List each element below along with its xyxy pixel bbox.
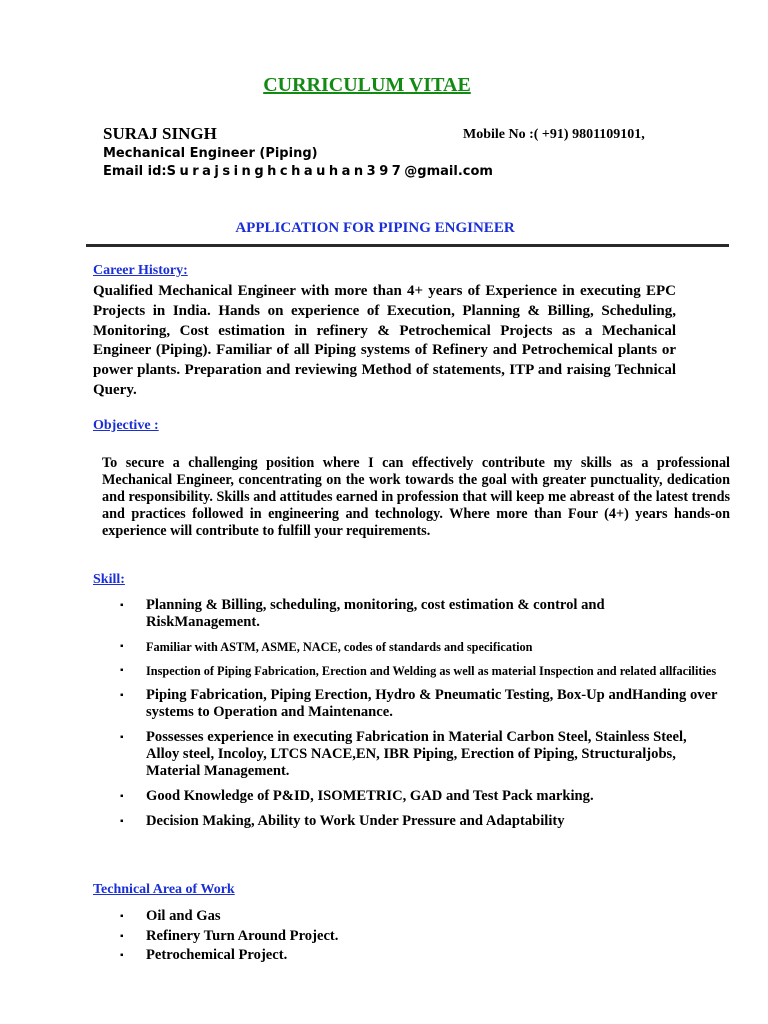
career-history-heading: Career History: (93, 263, 188, 278)
objective-heading: Objective : (93, 418, 159, 433)
technical-area-heading: Technical Area of Work (93, 882, 235, 897)
list-item: ▪ Good Knowledge of P&ID, ISOMETRIC, GAD and Test Pack marking. (120, 788, 594, 804)
email-domain: @gmail.com (404, 164, 493, 179)
bullet-icon: ▪ (120, 641, 124, 652)
application-title: APPLICATION FOR PIPING ENGINEER (235, 220, 515, 236)
list-item: ▪ Decision Making, Ability to Work Under Pressure and Adaptability (120, 813, 565, 829)
email-line (103, 164, 493, 179)
bullet-icon: ▪ (120, 816, 124, 827)
list-item: ▪ Familiar with ASTM, ASME, NACE, codes of standards and specification (120, 640, 533, 654)
bullet-icon: ▪ (120, 791, 124, 802)
email-label: Email id: (103, 164, 167, 179)
email-user: Surajsinghchauhan397 (166, 164, 405, 179)
bullet-icon: ▪ (120, 600, 124, 611)
skill-heading: Skill: (93, 572, 125, 587)
bullet-icon: ▪ (120, 950, 124, 962)
bullet-icon: ▪ (120, 732, 124, 743)
list-item: ▪ Planning & Billing, scheduling, monitoring, cost estimation & control and RiskManagement. (120, 597, 605, 630)
bullet-icon: ▪ (120, 930, 124, 942)
candidate-name: SURAJ SINGH (103, 124, 217, 143)
horizontal-divider (86, 244, 729, 247)
skill-list (120, 597, 720, 830)
bullet-icon: ▪ (120, 690, 124, 701)
list-item: ▪ Piping Fabrication, Piping Erection, Hydro & Pneumatic Testing, Box-Up andHanding over systems to Operation and Maintenance. (120, 687, 718, 720)
list-item: ▪ Inspection of Piping Fabrication, Erection and Welding as well as material Inspection and related allfacilities (120, 664, 717, 678)
technical-area-list (120, 907, 620, 966)
list-item: ▪ Refinery Turn Around Project. (120, 927, 620, 947)
career-history-text: Qualified Mechanical Engineer with more than 4+ years of Experience in executing EPC Projects in India. Hands on experience of Execution, Planning & Billing, Scheduling, Monitoring, Cost estimation in refinery & Petrochemical Projects as a Mechanical Engineer (Piping). Familiar of all Piping systems of Refinery and Petrochemical plants or power plants. Preparation and reviewing Method of statements, ITP and raising Technical Query. (93, 283, 676, 398)
mobile-number: Mobile No :( +91) 9801109101, (463, 127, 645, 142)
list-item: ▪ Petrochemical Project. (120, 946, 620, 966)
bullet-icon: ▪ (120, 665, 124, 676)
bullet-icon: ▪ (120, 911, 124, 922)
candidate-role: Mechanical Engineer (Piping) (103, 146, 318, 161)
document-title: CURRICULUM VITAE (263, 74, 471, 96)
list-item: ▪ Possesses experience in executing Fabrication in Material Carbon Steel, Stainless Steel, Alloy steel, Incoloy, LTCS NACE,EN, IBR Piping, Erection of Piping, Structuraljobs, Material Management. (120, 729, 687, 779)
list-item: ▪ Oil and Gas (120, 907, 620, 927)
objective-text: To secure a challenging position where I can effectively contribute my skills as a professional Mechanical Engineer, concentrating on the work towards the goal with greater punctuality, dedication and responsibility. Skills and attitudes earned in profession that will keep me abreast of the latest trends and practices followed in engineering and technology. Where more than Four (4+) years hands-on experience will contribute to fulfill your requirements. (102, 455, 730, 539)
